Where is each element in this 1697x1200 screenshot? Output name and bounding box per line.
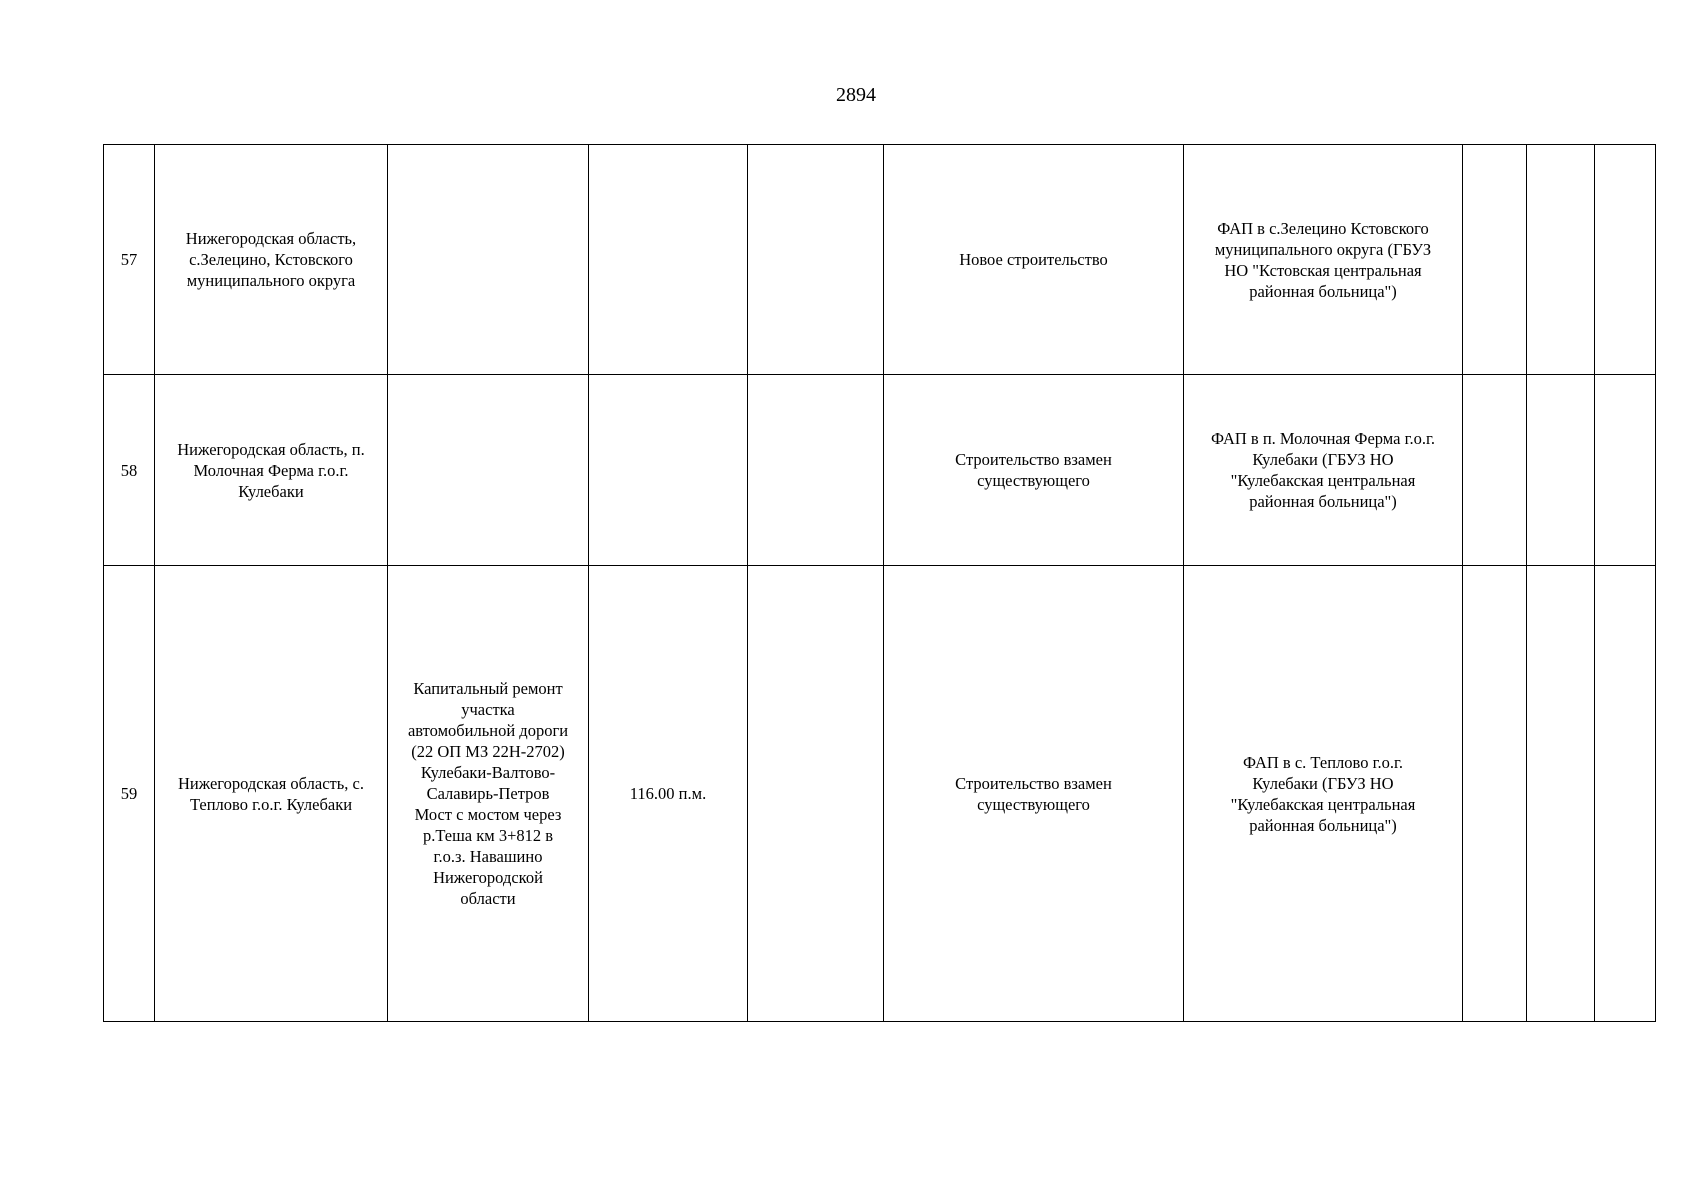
empty-cell <box>748 375 884 566</box>
row-number: 57 <box>104 145 155 375</box>
facility-cell: ФАП в с. Теплово г.о.г. Кулебаки (ГБУЗ НО "Кулебакская центральная районная больница") <box>1184 566 1463 1022</box>
register-table <box>103 144 1656 1022</box>
repair-work-cell <box>388 145 589 375</box>
repair-work-cell <box>388 375 589 566</box>
length-cell: 116.00 п.м. <box>589 566 748 1022</box>
empty-cell <box>1527 375 1595 566</box>
row-number: 58 <box>104 375 155 566</box>
page-number: 2894 <box>836 84 876 106</box>
empty-cell <box>1595 375 1656 566</box>
location-cell: Нижегородская область, с. Теплово г.о.г. Кулебаки <box>155 566 388 1022</box>
table-row <box>104 145 1656 375</box>
empty-cell <box>1595 145 1656 375</box>
empty-cell <box>1595 566 1656 1022</box>
construction-type-cell: Новое строительство <box>884 145 1184 375</box>
construction-type-cell: Строительство взамен существующего <box>884 375 1184 566</box>
facility-cell: ФАП в п. Молочная Ферма г.о.г. Кулебаки (ГБУЗ НО "Кулебакская центральная районная больница") <box>1184 375 1463 566</box>
facility-cell: ФАП в с.Зелецино Кстовского муниципального округа (ГБУЗ НО "Кстовская центральная районная больница") <box>1184 145 1463 375</box>
construction-type-cell: Строительство взамен существующего <box>884 566 1184 1022</box>
row-number: 59 <box>104 566 155 1022</box>
empty-cell <box>748 145 884 375</box>
empty-cell <box>1527 145 1595 375</box>
length-cell <box>589 375 748 566</box>
location-cell: Нижегородская область, с.Зелецино, Кстовского муниципального округа <box>155 145 388 375</box>
empty-cell <box>1527 566 1595 1022</box>
empty-cell <box>1463 145 1527 375</box>
length-cell <box>589 145 748 375</box>
empty-cell <box>1463 566 1527 1022</box>
table-row <box>104 566 1656 1022</box>
table-row <box>104 375 1656 566</box>
empty-cell <box>1463 375 1527 566</box>
repair-work-cell: Капитальный ремонт участка автомобильной дороги (22 ОП МЗ 22Н-2702) Кулебаки-Валтово- Салавирь-Петров Мост с мостом через р.Теша км 3+812 в г.о.з. Навашино Нижегородской области <box>388 566 589 1022</box>
empty-cell <box>748 566 884 1022</box>
location-cell: Нижегородская область, п. Молочная Ферма г.о.г. Кулебаки <box>155 375 388 566</box>
